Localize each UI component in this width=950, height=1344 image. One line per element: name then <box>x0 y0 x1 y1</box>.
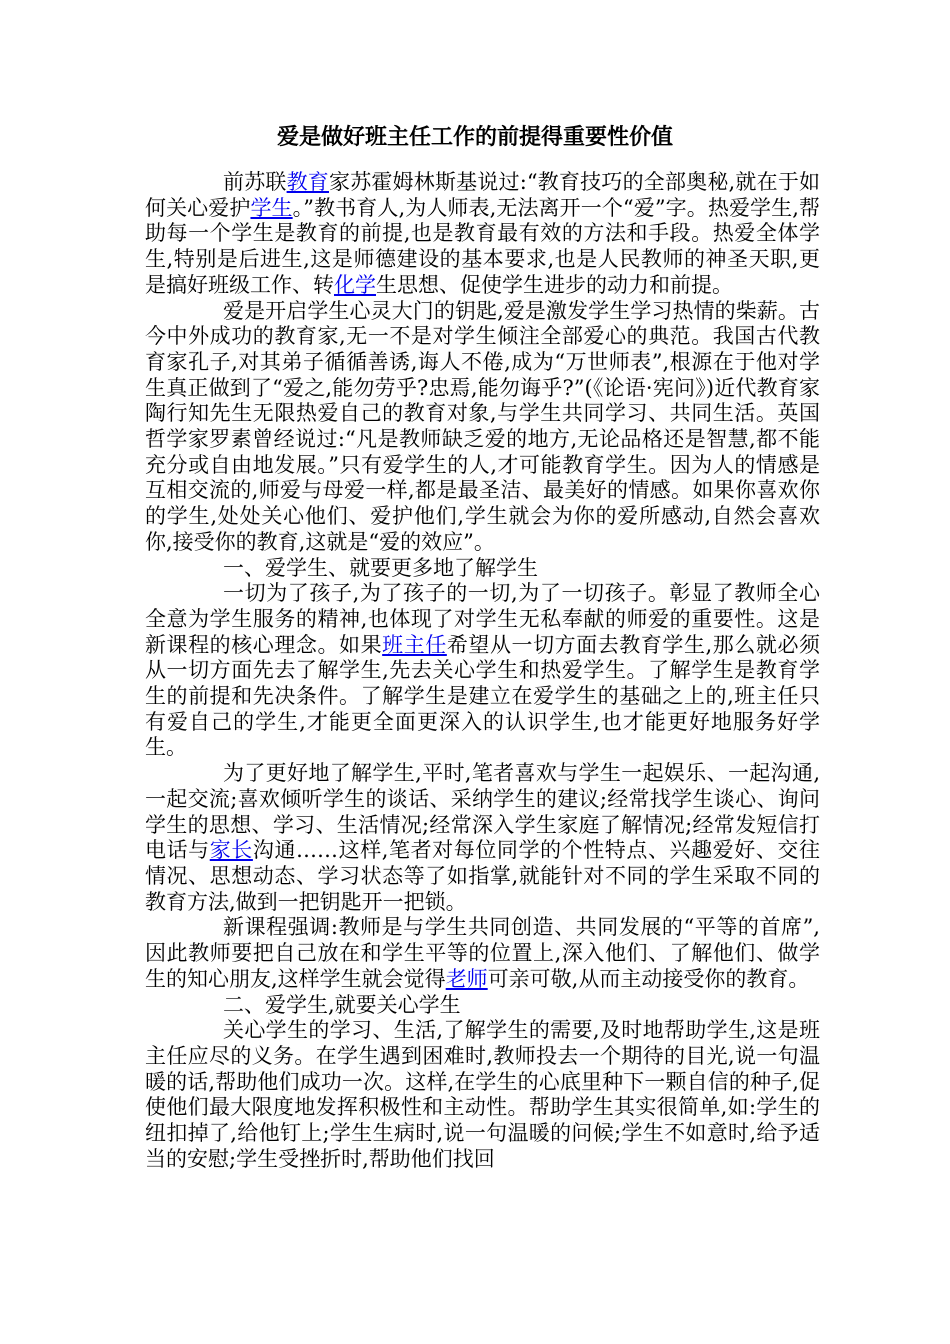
paragraph <box>145 299 820 556</box>
inline-link[interactable]: 化学 <box>334 272 376 297</box>
paragraph-text: 。”教书育人,为人师表,无法离开一个“爱”字。热爱学生,帮助每一个学生是教育的前提,也是教育最有效的方法和手段。热爱全体学生,特别是后进生,这是师德建设的基本要求,也是人民教师的神圣天职,更是搞好班级工作、转 <box>145 195 821 297</box>
paragraph <box>145 761 820 915</box>
paragraph-text: 爱是开启学生心灵大门的钥匙,爱是激发学生学习热情的柴薪。古今中外成功的教育家,无一不是对学生倾注全部爱心的典范。我国古代教育家孔子,对其弟子循循善诱,诲人不倦,成为“万世师表”,根源在于他对学生真正做到了“爱之,能勿劳乎?忠焉,能勿诲乎?”(《论语·宪问》)近代教育家陶行知先生无限热爱自己的教育对象,与学生共同学习、共同生活。英国哲学家罗素曾经说过:“凡是教师缺乏爱的地方,无论品格还是智慧,都不能充分或自由地发展。”只有爱学生的人,才可能教育学生。因为人的情感是互相交流的,师爱与母爱一样,都是最圣洁、最美好的情感。如果你喜欢你的学生,处处关心他们、爱护他们,学生就会为你的爱所感动,自然会喜欢你,接受你的教育,这就是“爱的效应”。 <box>145 298 820 554</box>
paragraph <box>145 581 820 761</box>
paragraph <box>145 1018 820 1172</box>
paragraph-text: 为了更好地了解学生,平时,笔者喜欢与学生一起娱乐、一起沟通,一起交流;喜欢倾听学生的谈话、采纳学生的建议;经常找学生谈心、询问学生的思想、学习、生活情况;经常深入学生家庭了解情况;经常发短信打电话与 <box>145 761 820 863</box>
paragraph-text: 家苏霍姆林斯基说过:“教育技巧的全部奥秘,就在于如何关心爱护 <box>145 170 821 220</box>
paragraph <box>145 556 820 582</box>
inline-link[interactable]: 老师 <box>445 966 488 991</box>
paragraph-text: 可亲可敬,从而主动接受你的教育。 <box>487 966 810 991</box>
paragraph <box>145 993 820 1019</box>
document-title: 爱是做好班主任工作的前提得重要性价值 <box>276 125 673 150</box>
paragraph-text: 希望从一切方面去教育学生,那么就必须从一切方面先去了解学生,先去关心学生和热爱学生。了解学生是教育学生的前提和先决条件。了解学生是建立在爱学生的基础之上的,班主任只有爱自己的学生,才能更全面更深入的认识学生,也才能更好地服务好学生。 <box>145 632 821 760</box>
inline-link[interactable]: 教育 <box>286 170 329 194</box>
paragraph-text: 新课程强调:教师是与学生共同创造、共同发展的“平等的首席”,因此教师要把自己放在和学生平等的位置上,深入他们、了解他们、做学生的知心朋友,这样学生就会觉得 <box>145 915 820 991</box>
paragraph-text: 一、爱学生、就要更多地了解学生 <box>223 555 538 580</box>
paragraph-text: 生思想、促使学生进步的动力和前提。 <box>376 272 733 297</box>
inline-link[interactable]: 家长 <box>209 838 253 863</box>
paragraph-text: 前苏联 <box>223 170 287 194</box>
paragraph <box>145 170 820 299</box>
inline-link[interactable]: 班主任 <box>382 632 447 657</box>
paragraph-text: 沟通……这样,笔者对每位同学的个性特点、兴趣爱好、交往情况、思想动态、学习状态等了如指掌,就能针对不同的学生采取不同的教育方法,做到一把钥匙开一把锁。 <box>145 838 820 914</box>
inline-link[interactable]: 学生 <box>250 195 293 220</box>
paragraph-text: 一切为了孩子,为了孩子的一切,为了一切孩子。彰显了教师全心全意为学生服务的精神,也体现了对学生无私奉献的师爱的重要性。这是新课程的核心理念。如果 <box>145 581 820 657</box>
document-body <box>145 170 820 1172</box>
paragraph <box>145 915 820 992</box>
paragraph-text: 二、爱学生,就要关心学生 <box>223 992 461 1017</box>
paragraph-text: 关心学生的学习、生活,了解学生的需要,及时地帮助学生,这是班主任应尽的义务。在学生遇到困难时,教师投去一个期待的目光,说一句温暖的话,帮助他们成功一次。这样,在学生的心底里种下一颗自信的种子,促使他们最大限度地发挥积极性和主动性。帮助学生其实很简单,如:学生的纽扣掉了,给他钉上;学生生病时,说一句温暖的问候;学生不如意时,给予适当的安慰;学生受挫折时,帮助他们找回 <box>145 1018 820 1171</box>
